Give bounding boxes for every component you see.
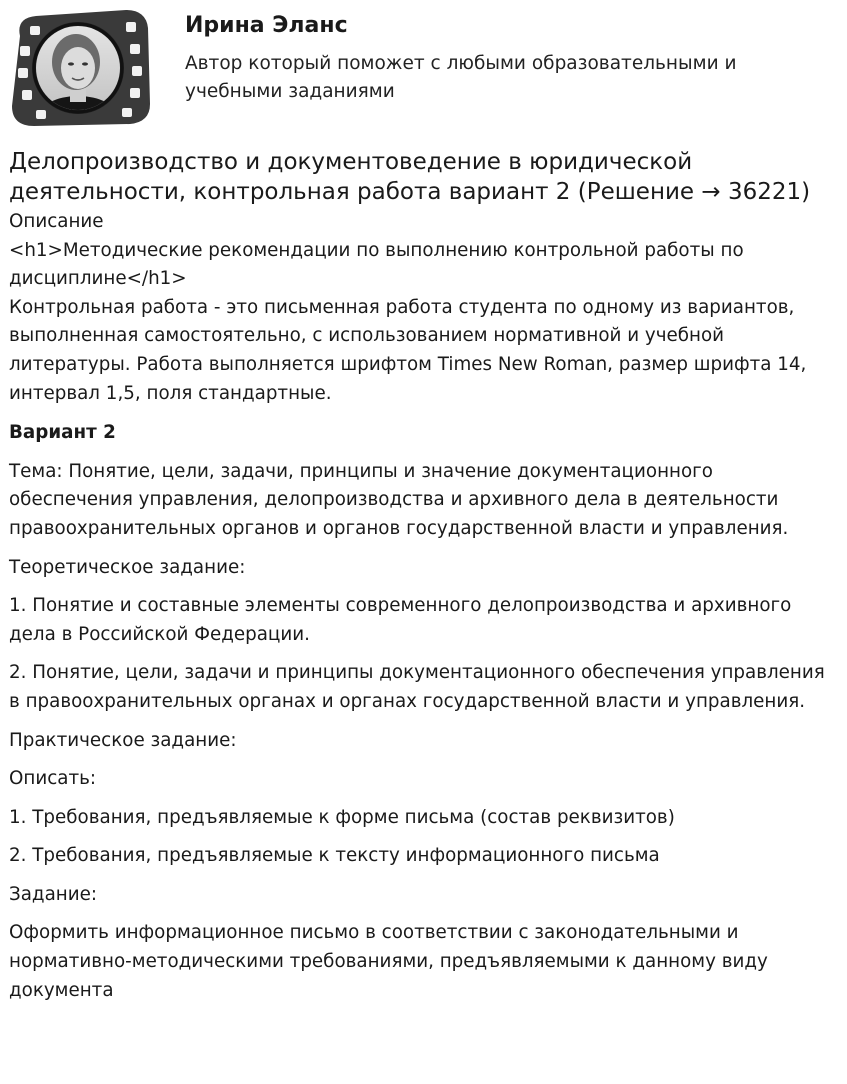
author-description: Автор который поможет с любыми образовательными и учебными заданиями: [185, 53, 737, 102]
theory-label: Теоретическое задание:: [9, 556, 246, 578]
variant-title: Вариант 2: [9, 422, 116, 444]
description-label: Описание: [9, 211, 104, 232]
task-label: Задание:: [9, 883, 98, 905]
practice-item: 1. Требования, предъявляемые к форме письма (состав реквизитов): [9, 806, 675, 828]
theory-item: 2. Понятие, цели, задачи и принципы документационного обеспечения управления в правоохранительных органах и органах государственной власти и управления.: [9, 662, 825, 712]
raw-h1-text: <h1>Методические рекомендации по выполнению контрольной работы по дисциплине</h1>: [9, 239, 744, 290]
description-section: [9, 208, 839, 408]
author-name[interactable]: Ирина Эланс: [185, 13, 348, 38]
describe-label: Описать:: [9, 768, 97, 790]
practice-item: 2. Требования, предъявляемые к тексту информационного письма: [9, 845, 660, 867]
main-content: [9, 148, 839, 1005]
author-avatar[interactable]: [6, 6, 152, 128]
page-title: Делопроизводство и документоведение в юридической деятельности, контрольная работа вариант 2 (Решение → 36221): [9, 149, 811, 205]
task-paragraph: Оформить информационное письмо в соответствии с законодательными и нормативно-методическими требованиями, предъявляемыми к данному виду документа: [9, 922, 768, 1001]
theory-item: 1. Понятие и составные элементы современного делопроизводства и архивного дела в Российской Федерации.: [9, 595, 792, 645]
intro-paragraph: Контрольная работа - это письменная работа студента по одному из вариантов, выполненная самостоятельно, с использованием нормативной и учебной литературы. Работа выполняется шрифтом Times New Roman, размер шрифта 14, интервал 1,5, поля стандартные.: [9, 296, 807, 404]
author-header: [0, 0, 847, 135]
film-reel-avatar-icon: [6, 6, 152, 128]
practice-label: Практическое задание:: [9, 729, 237, 751]
topic-paragraph: Тема: Понятие, цели, задачи, принципы и значение документационного обеспечения управления, делопроизводства и архивного дела в деятельности правоохранительных органов и органов государственной власти и управления.: [9, 460, 789, 539]
